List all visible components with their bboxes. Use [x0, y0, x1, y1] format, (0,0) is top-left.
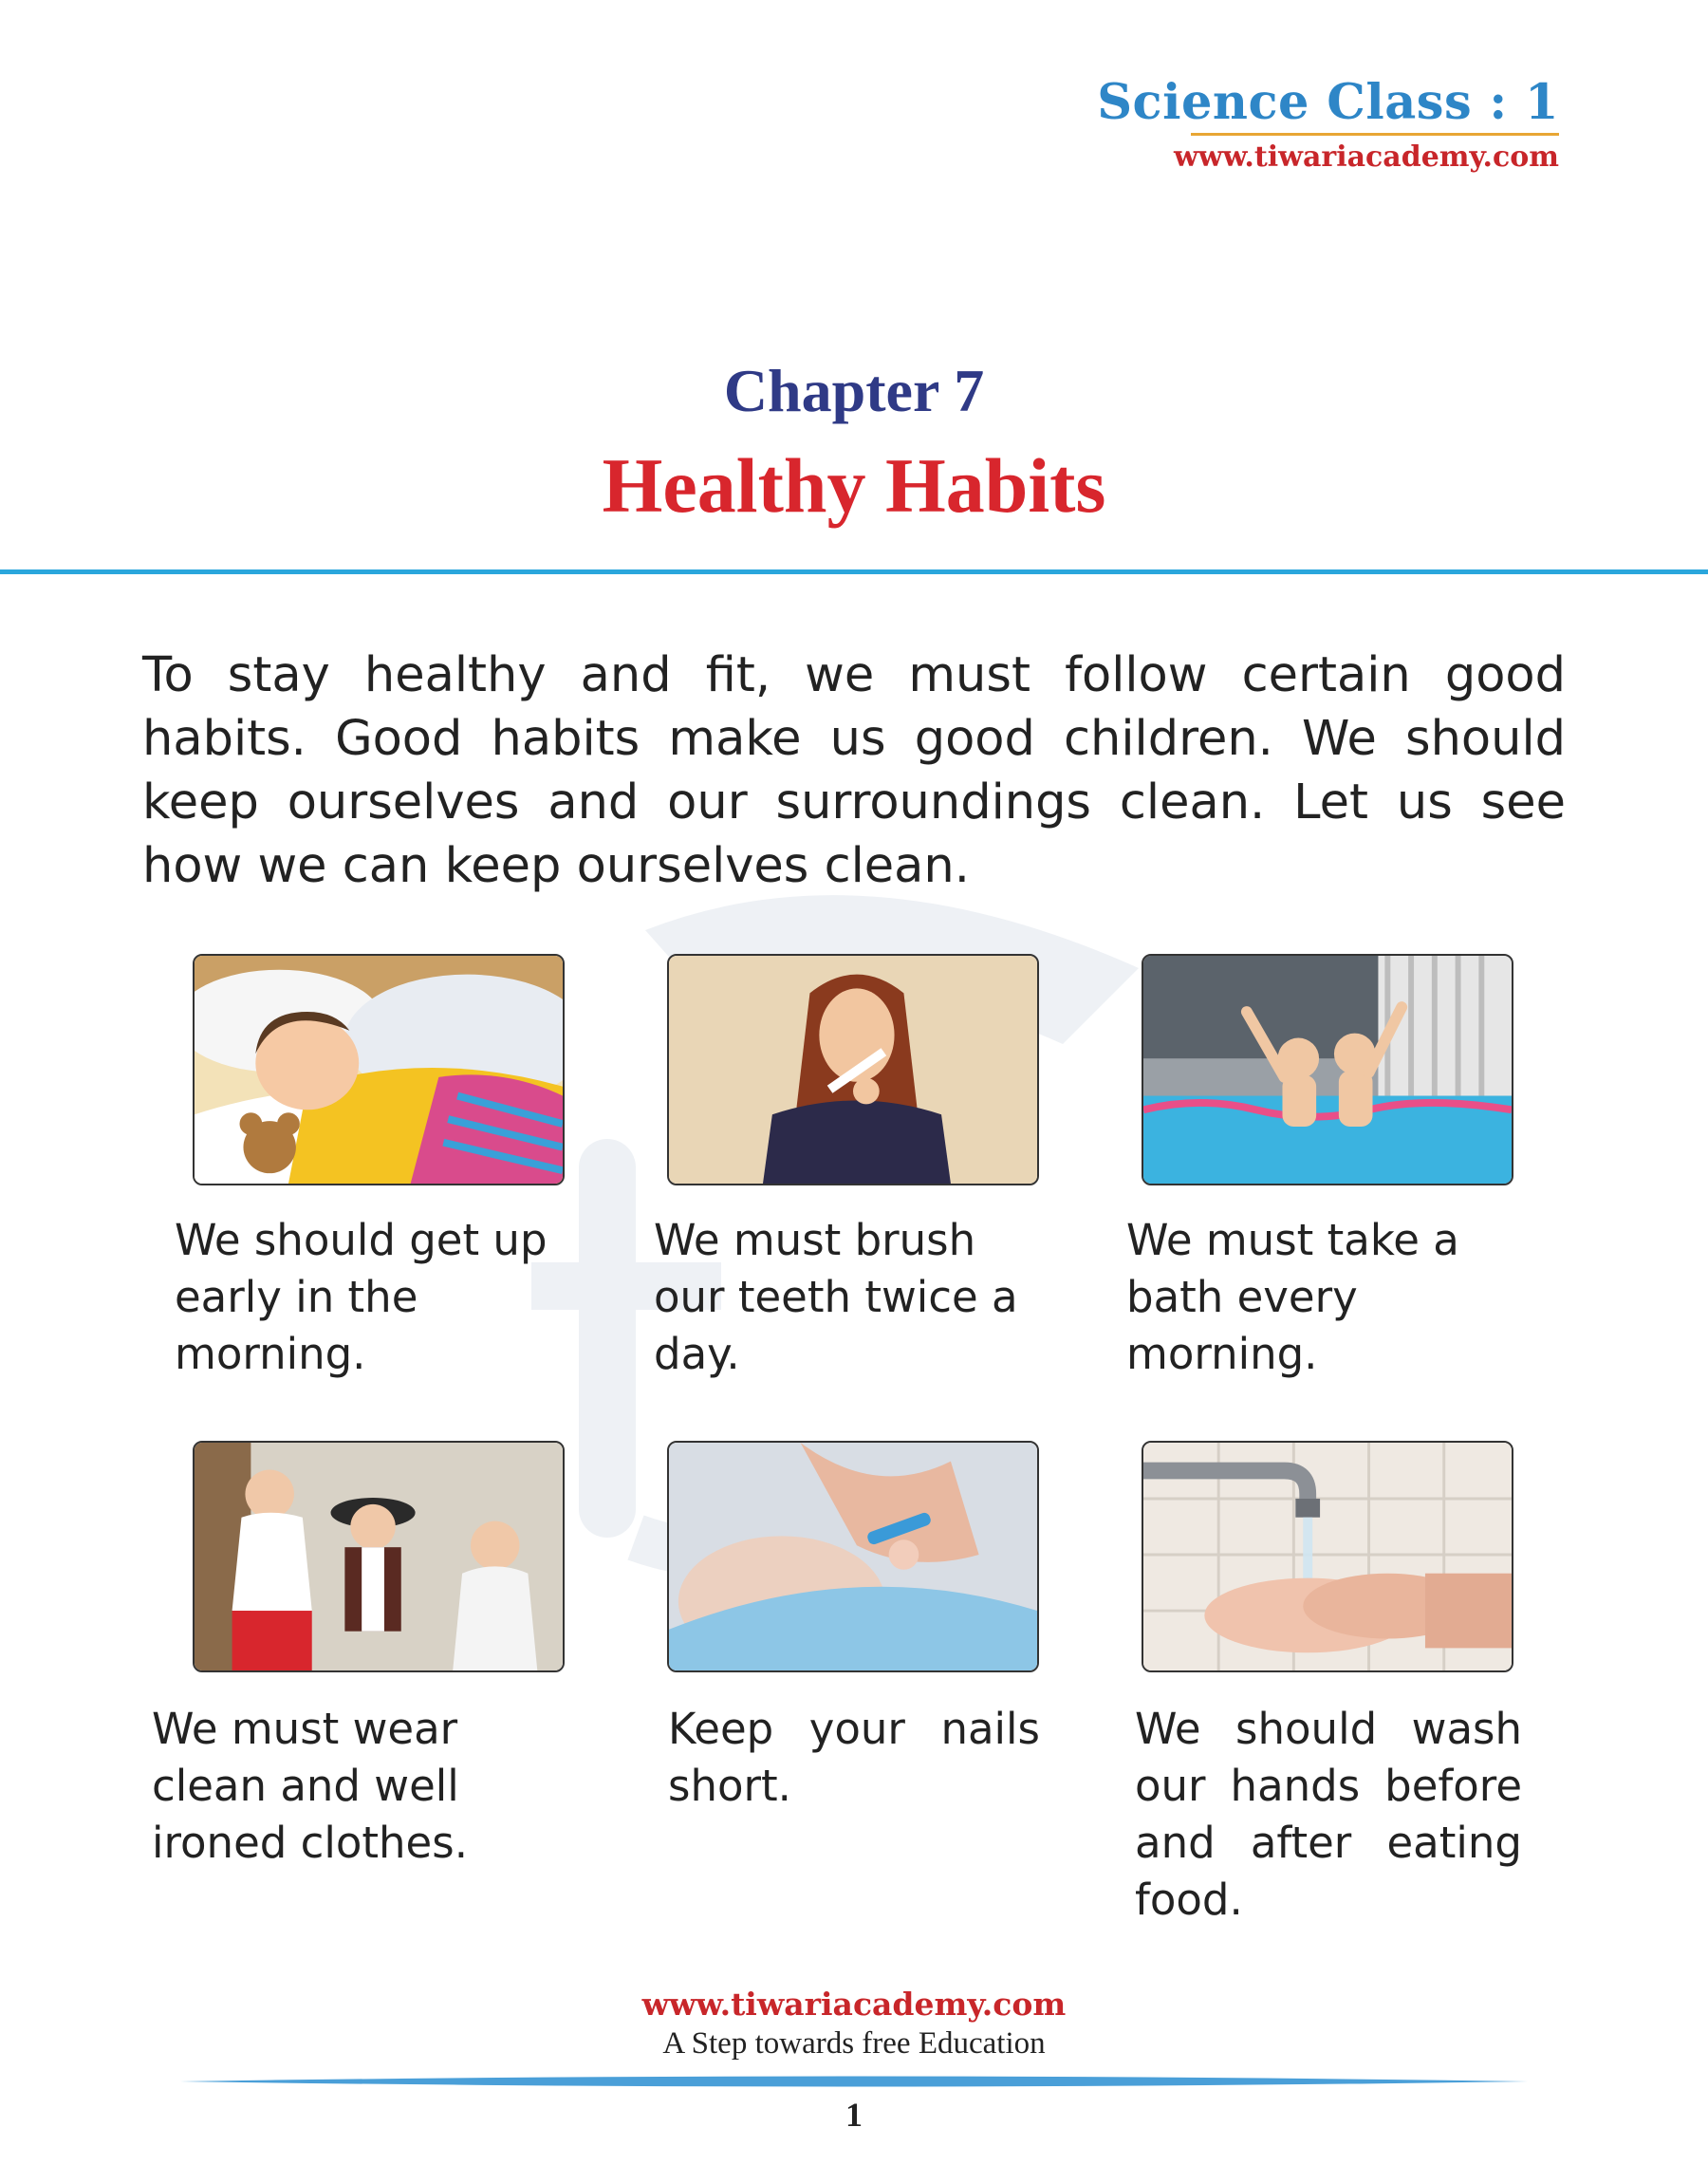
habit-image-clean-clothes	[193, 1441, 565, 1672]
footer-tagline: A Step towards free Education	[662, 2026, 1046, 2061]
habit-image-nails	[667, 1441, 1039, 1672]
habit-image-hand-wash	[1142, 1441, 1513, 1672]
chapter-divider	[0, 569, 1708, 574]
brand-underline	[1191, 133, 1559, 136]
habit-caption-brush-teeth: We must brush our teeth twice a day.	[654, 1215, 1018, 1379]
intro-paragraph: To stay healthy and fit, we must follow certain good habits. Good habits make us good children. We should keep ourselves and our surroundings clean. Let us see how we can keep ourselves clean.	[142, 647, 1566, 894]
footer-divider	[180, 2075, 1528, 2088]
brand-title: Science Class : 1	[1097, 74, 1559, 131]
habit-image-wake-early	[193, 954, 565, 1185]
chapter-title: Healthy Habits	[602, 442, 1106, 529]
habit-caption-clean-clothes: We must wear clean and well ironed clothes.	[152, 1704, 468, 1868]
habit-image-brush-teeth	[667, 954, 1039, 1185]
habit-caption-bath: We must take a bath every morning.	[1126, 1215, 1459, 1379]
habit-caption-wake-early: We should get up early in the morning.	[175, 1215, 548, 1379]
brand-url[interactable]: www.tiwariacademy.com	[1173, 140, 1559, 174]
habit-caption-hand-wash: We should wash our hands before and after eating food.	[1135, 1704, 1522, 1925]
habit-caption-nails: Keep your nails short.	[668, 1704, 1040, 1811]
page-number: 1	[845, 2096, 863, 2134]
footer-url[interactable]: www.tiwariacademy.com	[641, 1986, 1067, 2023]
habit-image-bath	[1142, 954, 1513, 1185]
chapter-label: Chapter 7	[723, 357, 985, 424]
